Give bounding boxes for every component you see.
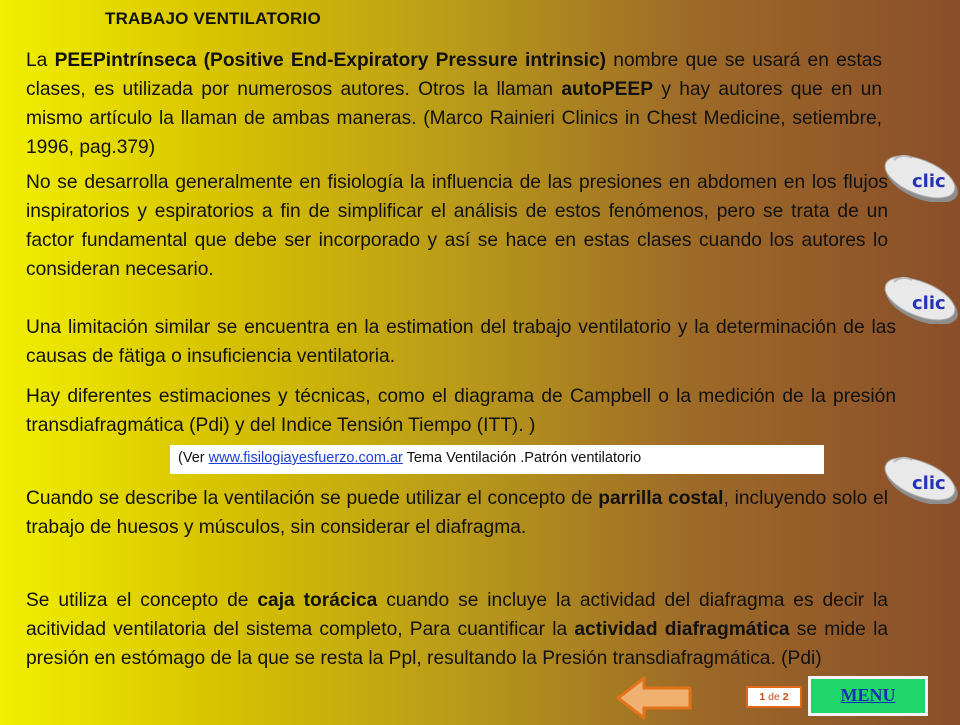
paragraph-estimations: Hay diferentes estimaciones y técnicas, como el diagrama de Campbell o la medición de la presión transdiafragmática (Pdi) y del Indice Tensión Tiempo (ITT). ) <box>26 386 896 436</box>
paragraph-parrilla-costal: Cuando se describe la ventilación se puede utilizar el concepto de parrilla costal, incluyendo solo el trabajo de huesos y músculos, sin considerar el diafragma. <box>26 488 888 538</box>
page-indicator: 1 de 2 <box>746 686 802 708</box>
paragraph-caja-toracica: Se utiliza el concepto de caja torácica cuando se incluye la actividad del diafragma es decir la acitividad ventilatoria del sistema completo, Para cuantificar la actividad diafragmática se mide la presión en estómago de la que se resta la Ppl, resultando la Presión transdiafragmática. (Pdi) <box>26 590 888 669</box>
slide-title: TRABAJO VENTILATORIO <box>105 9 321 28</box>
paragraph-limitation: Una limitación similar se encuentra en la estimation del trabajo ventilatorio y la determinación de las causas de fätiga o insuficiencia ventilatoria. <box>26 317 896 367</box>
svg-text:clic: clic <box>912 473 946 494</box>
paragraph-peep: La PEEPintrínseca (Positive End-Expiratory Pressure intrinsic) nombre que se usará en estas clases, es utilizada por numerosos autores. Otros la llaman autoPEEP y hay autores que en un mismo artículo la llaman de ambas maneras. (Marco Rainieri Clinics in Chest Medicine, setiembre, 1996, pag.379) <box>26 50 882 158</box>
reference-box: (Ver www.fisilogiayesfuerzo.com.ar Tema Ventilación .Patrón ventilatorio <box>170 445 824 474</box>
reference-link[interactable]: www.fisilogiayesfuerzo.com.ar <box>208 450 403 466</box>
clic-button-3[interactable] <box>880 452 960 504</box>
arrow-left-icon <box>614 676 694 720</box>
mouse-icon <box>880 150 960 202</box>
clic-button-1[interactable] <box>880 150 960 202</box>
clic-button-2[interactable] <box>880 272 960 324</box>
back-button[interactable] <box>614 676 694 720</box>
paragraph-abdomen: No se desarrolla generalmente en fisiología la influencia de las presiones en abdomen en los flujos inspiratorios y espiratorios a fin de simplificar el análisis de estos fenómenos, pero se trata de un factor fundamental que debe ser incorporado y así se hace en estas clases cuando los autores lo consideran necesario. <box>26 172 888 280</box>
menu-button[interactable]: MENU <box>808 676 928 716</box>
mouse-icon <box>880 452 960 504</box>
svg-text:clic: clic <box>912 171 946 192</box>
mouse-icon <box>880 272 960 324</box>
svg-text:clic: clic <box>912 293 946 314</box>
